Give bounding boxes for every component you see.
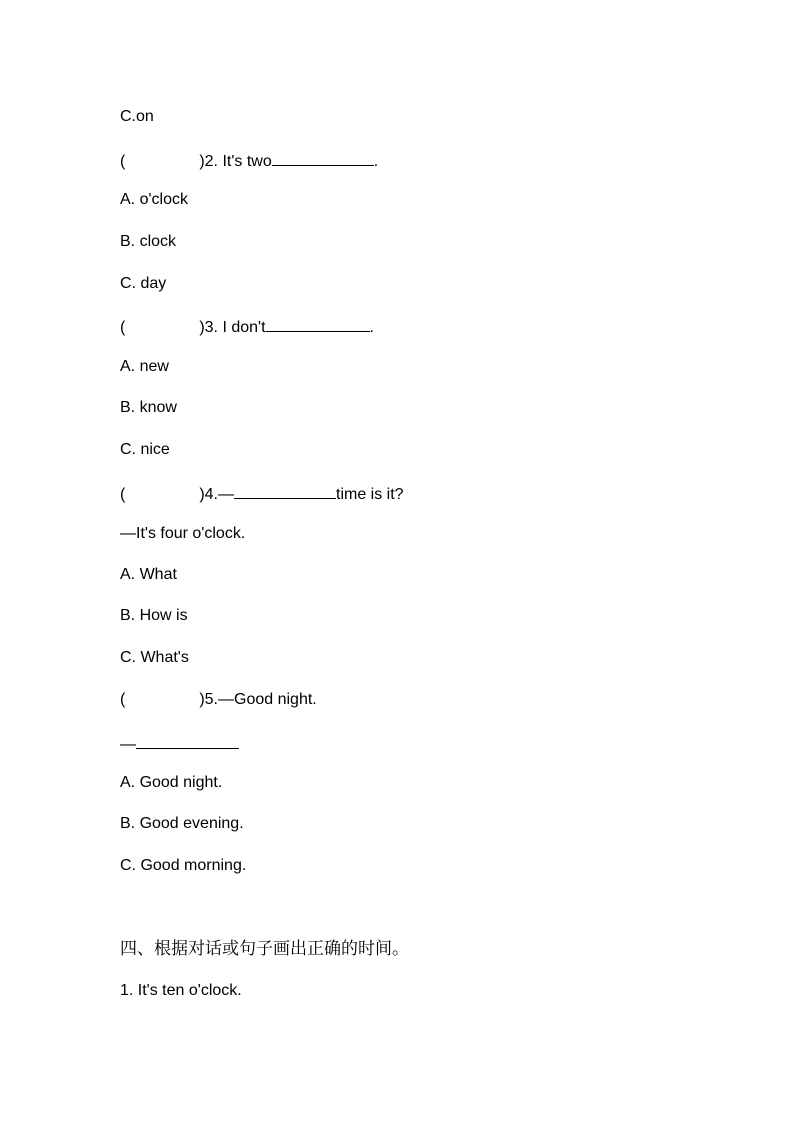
q5-blank[interactable] [136,732,239,749]
section-4-item-1: 1. It's ten o'clock. [120,982,242,999]
q5-stem [120,690,317,710]
q3-end: . [369,319,374,336]
q3-blank[interactable] [266,315,370,332]
q4-option-a: A. What [120,566,177,583]
q5-reply [120,732,239,755]
q5-open-paren: ( [120,691,126,708]
q4-stem-text: )4.— [199,486,234,503]
q4-stem [120,482,404,505]
q4-after-blank: time is it? [336,486,404,503]
q2-blank[interactable] [272,149,374,166]
q3-stem [120,315,374,338]
q2-stem [120,149,378,172]
q3-option-a: A. new [120,358,169,375]
q2-option-c: C. day [120,275,167,292]
q5-option-b: B. Good evening. [120,815,244,832]
q2-option-a: A. o'clock [120,191,188,208]
q1-option-c: C.on [120,108,154,125]
q5-stem-text: )5.—Good night. [199,691,317,708]
q4-blank[interactable] [234,482,336,499]
q5-option-a: A. Good night. [120,774,223,791]
q3-option-c: C. nice [120,441,170,458]
q2-open-paren: ( [120,153,126,170]
q4-reply: —It's four o'clock. [120,525,246,542]
q5-reply-dash: — [120,736,136,753]
q3-stem-text: )3. I don't [199,319,266,336]
q2-stem-text: )2. It's two [199,153,272,170]
q4-option-b: B. How is [120,607,188,624]
q4-option-c: C. What's [120,649,189,666]
q2-end: . [373,153,379,170]
q4-open-paren: ( [120,486,126,503]
q2-option-b: B. clock [120,233,177,250]
section-4-heading: 四、根据对话或句子画出正确的时间。 [120,939,409,959]
q3-open-paren: ( [120,319,126,336]
q5-option-c: C. Good morning. [120,857,247,874]
q3-option-b: B. know [120,399,177,416]
